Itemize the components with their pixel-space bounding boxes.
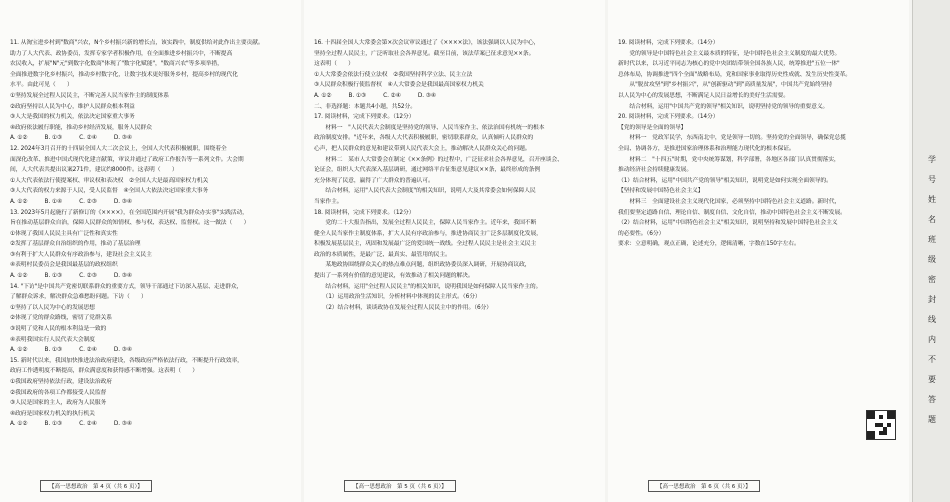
exam-page-1 <box>0 0 301 502</box>
p2-line: 结合材料，运用"人民代表大会制度"的相关知识，说明人大及其常委会如何保障人民 <box>314 188 536 195</box>
p1-line: ②发挥了基层群众自治组织的作用，推动了基层治理 <box>10 241 141 248</box>
p2-line: 党的二十大报告指出，发展全过程人民民主，保障人民当家作主。近年来，我国不断 <box>314 220 537 227</box>
p2-line: （2）结合材料，谈谈政协在发展全过程人民民主中的作用。（6分） <box>314 304 492 311</box>
p3-line: 材料二 "十四五"时期，党中央统筹谋划，科学部署，各地区各部门认真贯彻落实， <box>618 156 840 163</box>
p1-line: 13. 2023年5月起施行了新修订的《××××》，在全国范围内开展"我为群众办实事"实践活动， <box>10 209 248 216</box>
p2-line: 健全人民当家作主制度体系，扩大人民有序政治参与，推进协商民主广泛多层制度化发展， <box>314 230 542 237</box>
p2-line: ①人大常委会依法行使立法权 ②我国坚持科学立法、民主立法 <box>314 71 473 78</box>
p3-line: 要求：立意明确，观点正确，论述充分，逻辑清晰，字数在150字左右。 <box>618 241 800 248</box>
p2-line: 坚持全过程人民民主，广泛听取社会各界意见。截至目前，该法草案已征求意见××条。 <box>314 50 535 57</box>
page-2-footer: 【高一思想政治 第 5 页（共 6 页）】 <box>344 480 456 492</box>
p1-line: A. ①② B. ①③ C. ②④ D. ③④ <box>10 135 132 142</box>
p2-line: ③人民群众积极行使监督权 ④人大常委会是我国最高国家权力机关 <box>314 82 484 89</box>
p1-line: A. ①② B. ①④ C. ②③ D. ③④ <box>10 198 132 205</box>
p2-line: 政治的本质属性，是最广泛、最真实、最管用的民主。 <box>314 251 451 258</box>
p2-line: 结合材料，运用"全过程人民民主"的相关知识，说明我国是如何保障人民当家作主的。 <box>314 283 542 290</box>
p1-line: ③说明了党和人民的根本利益是一致的 <box>10 326 107 333</box>
p1-line: 间，人大代表共提出议案271件，建议约8000件。这表明（ ） <box>10 167 178 174</box>
page-1-text <box>10 38 293 430</box>
p1-line: ④表明村民委员会是我国最基层的政权组织 <box>10 262 118 269</box>
p3-line: 20. 阅读材料，完成下列要求。（14分） <box>618 114 719 121</box>
p3-line: 总体布局，协调推进"四个全面"战略布局，党和国家事业取得历史性成就、发生历史性变革。 <box>618 71 852 78</box>
p3-line: 推动经济社会持续健康发展。 <box>618 167 693 174</box>
p3-line: 的必要性。（6分） <box>618 230 665 237</box>
p2-line: A. ①② B. ①③ C. ②④ D. ③④ <box>314 92 436 99</box>
p1-line: A. ①② B. ①③ C. ②④ D. ③④ <box>10 421 132 428</box>
p2-line: 充分体现了民意，赢得了广大群众的普遍认可。 <box>314 177 434 184</box>
p3-line: 从"脱贫攻坚"到"乡村振兴"，从"创新驱动"到"高质量发展"，中国共产党始终坚持 <box>618 82 833 89</box>
p2-line: 这表明（ ） <box>314 61 354 68</box>
p1-line: ①体现了我国人民民主具有广泛性和真实性 <box>10 230 118 237</box>
p2-line: 材料二 某市人大常委会在制定《××条例》的过程中，广泛征求社会各界意见，召开座谈会、 <box>314 156 563 163</box>
p1-line: ④政府依法履行职能，推动乡村经济发展，服务人民群众 <box>10 124 152 131</box>
p1-line: ③人大代表的权力来源于人民，受人民监督 ④全国人大依法决定国家重大事务 <box>10 188 209 195</box>
p1-line: ④政府是国家权力机关的执行机关 <box>10 410 95 417</box>
p2-line: 16. 十四届全国人大常委会第×次会议审议通过了《××××法》，该法强调以人民为中心， <box>314 40 540 46</box>
p1-line: 政府工作透明度不断提高，群众满意度和获得感不断增强。这表明（ ） <box>10 368 198 375</box>
p3-line: 全局、协调各方，是推进国家治理体系和治理能力现代化的根本保证。 <box>618 145 795 152</box>
p2-line: 17. 阅读材料，完成下列要求。（12分） <box>314 114 415 121</box>
p3-line: 我们要坚定道路自信、理论自信、制度自信、文化自信，推动中国特色社会主义不断发展。 <box>618 209 846 216</box>
p1-line: ①人大代表依法行使提案权、审议权和表决权 ②全国人大是最高国家权力机关 <box>10 177 209 184</box>
p1-line: ①坚持了以人民为中心的发展思想 <box>10 304 95 311</box>
p2-line: 二、非选择题：本题共4小题，共52分。 <box>314 103 416 110</box>
p3-line: （2）结合材料，运用"中国特色社会主义"相关知识，说明坚持和发展中国特色社会主义 <box>618 220 838 227</box>
p3-line: 材料一 党政军民学，东西南北中，党是领导一切的。坚持党的全面领导，确保党总揽 <box>618 135 846 142</box>
p1-line: ①坚持发展全过程人民民主，不断完善人民当家作主的制度体系 <box>10 92 169 99</box>
p1-line: A. ①② B. ①③ C. ②③ D. ③④ <box>10 273 132 280</box>
p3-line: （1）结合材料，运用"中国共产党的领导"相关知识，说明党是如何实现全面领导的。 <box>618 177 832 184</box>
p2-line: 某地政协围绕群众关心的热点难点问题，组织政协委员深入调研，开展协商议政， <box>314 262 531 269</box>
p3-line: 【坚持和发展中国特色社会主义】 <box>618 188 704 195</box>
p2-line: 政治制度安排。"近年来，各级人大代表积极履职，密切联系群众，认真倾听人民群众的 <box>314 135 534 142</box>
p1-line: 全面推进数字化乡村振兴，推动乡村数字化，让数字技术更好服务乡村，提高乡村的现代化 <box>10 71 238 78</box>
p1-line: 了解群众诉求，解决群众急难愁盼问题。下访（ ） <box>10 294 147 301</box>
p2-line: 心声，把人民群众的意见和建议带到人民代表大会上，推动解决人民群众关心的问题。 <box>314 145 531 152</box>
p3-line: 【党的领导是全面的领导】 <box>618 124 687 131</box>
p2-line: （1）运用政治生活知识，分析材料中体现的民主形式。（6分） <box>314 294 481 301</box>
p3-line: 材料三 全面建设社会主义现代化国家，必须坚持中国特色社会主义道路。新时代， <box>618 198 841 205</box>
p1-line: ①我国政府坚持依法行政，建设法治政府 <box>10 379 112 385</box>
p1-line: 水平。由此可见（ ） <box>10 82 73 89</box>
p3-line: 19. 阅读材料，完成下列要求。（14分） <box>618 40 719 46</box>
p1-line: ②政府坚持以人民为中心，维护人民群众根本利益 <box>10 103 135 110</box>
p2-line: 积极发展基层民主，巩固和发展最广泛的爱国统一战线。全过程人民民主是社会主义民主 <box>314 241 537 248</box>
p3-line: 新时代以来，以习近平同志为核心的党中央团结带领全国各族人民，统筹推进"五位一体" <box>618 61 840 68</box>
p1-line: A. ①② B. ①③ C. ②④ D. ③④ <box>10 347 132 354</box>
p1-line: 助力了人大代表、政协委员，发挥专家学者积极作用，在全面推进乡村振兴中，不断提高 <box>10 50 233 57</box>
p3-line: 党的领导是中国特色社会主义最本质的特征，是中国特色社会主义制度的最大优势。 <box>618 50 841 57</box>
p1-line: 旨在推动基层群众自治，保障人民群众的知情权、参与权、表达权、监督权。这一做法（ ） <box>10 220 250 227</box>
p1-line: 15. 新时代以来，我国加快推进法治政府建设，各级政府严格依法行政，不断提升行政效率， <box>10 357 243 364</box>
p1-line: ③人大是我国的权力机关，依法决定国家重大事务 <box>10 114 135 121</box>
p3-line: 以人民为中心的发展思想，不断满足人民日益增长的美好生活需要。 <box>618 92 789 99</box>
p2-line: 18. 阅读材料，完成下列要求。（12分） <box>314 209 415 216</box>
exam-page-3 <box>608 0 909 502</box>
p2-line: 材料一 "人民代表大会制度是坚持党的领导、人民当家作主、依法治国有机统一的根本 <box>314 124 545 131</box>
p1-line: 面深化改革、推进中国式现代化建言献策，审议并通过了政府工作报告等一系列文件。大会期 <box>10 156 244 163</box>
binding-margin-strip <box>912 0 950 502</box>
page-3-text <box>618 38 901 250</box>
p1-line: ②体现了党的群众路线，密切了党群关系 <box>10 315 112 322</box>
exam-page-2 <box>304 0 605 502</box>
p1-line: 14. "下访"是中国共产党密切联系群众的重要方式，领导干部通过下访深入基层、走进群众， <box>10 283 243 290</box>
p1-line: ④表明我国实行人民代表大会制度 <box>10 336 95 343</box>
p1-line: ③人民是国家的主人，政府为人民服务 <box>10 400 107 407</box>
p1-line: 12. 2024年3月召开的十四届全国人大二次会议上，全国人大代表积极履职，围绕着全 <box>10 145 227 152</box>
p1-line: 11. 从淘宝进乡村到"数商"兴农，N个乡村振兴新的增长点，该实践中，制度供给对此作出主要贡献。 <box>10 40 264 46</box>
page-1-footer: 【高一思想政治 第 4 页（共 6 页）】 <box>40 480 152 492</box>
page-2-text <box>314 38 597 313</box>
p2-line: 当家作主。 <box>314 198 343 205</box>
p2-line: 论证会，组织人大代表深入基层调研，通过网络平台征集意见建议××条，最终形成的条例 <box>314 167 540 174</box>
p1-line: ②我国政府的各项工作都接受人民监督 <box>10 389 107 396</box>
qr-code-icon <box>866 410 896 440</box>
p2-line: 提出了一系列有价值的意见建议，有效推动了相关问题的解决。 <box>314 273 474 280</box>
p3-line: 结合材料，运用"中国共产党的领导"相关知识，说明坚持党的领导的重要意义。 <box>618 103 829 110</box>
p1-line: ③有利于扩大人民群众有序政治参与，建设社会主义民主 <box>10 251 152 258</box>
binding-margin-label: 学号 姓名 班级 密封线内不要答题 <box>928 155 936 424</box>
page-3-footer: 【高一思想政治 第 6 页（共 6 页）】 <box>648 480 760 492</box>
p1-line: 农民收入，扩展"N"元"到数字化数商"体现了"数字化赋能"，"数商兴农"等多项举措， <box>10 61 223 68</box>
